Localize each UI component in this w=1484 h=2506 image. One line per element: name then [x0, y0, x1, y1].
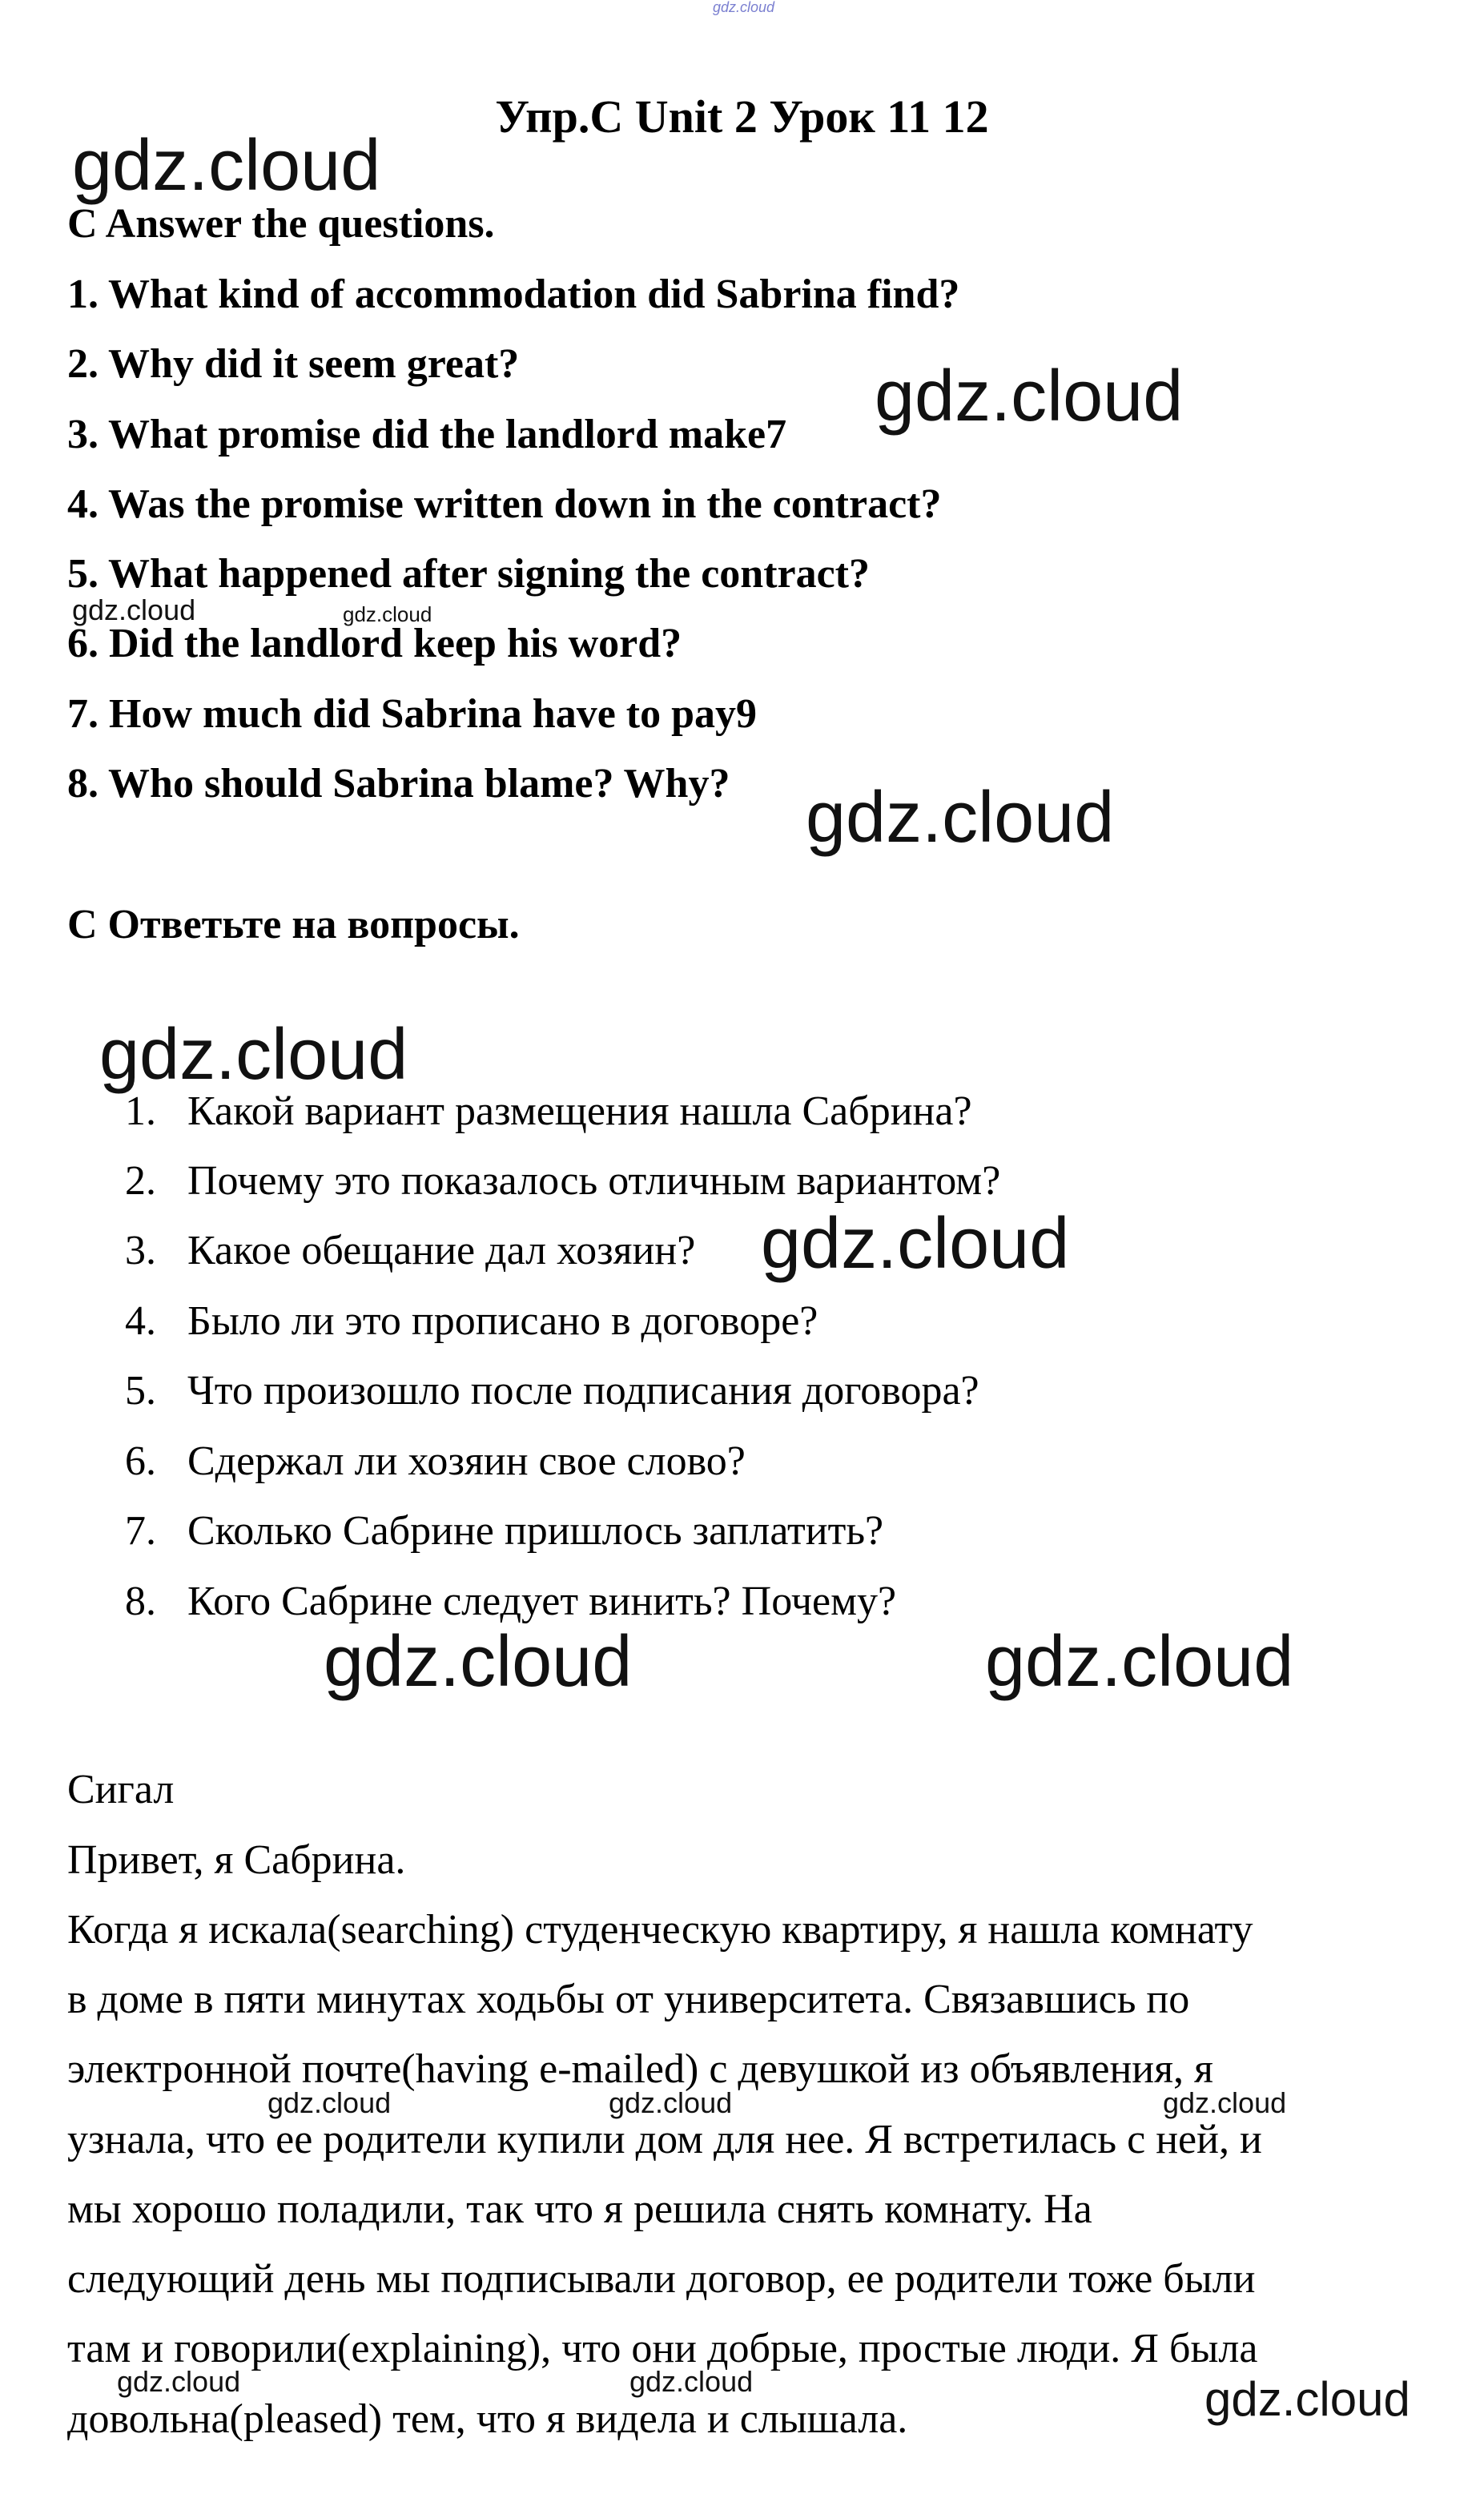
translation-line: в доме в пяти минутах ходьбы от университета. Связавшись по	[67, 1977, 1190, 2022]
translation-line: следующий день мы подписывали договор, ее родители тоже были	[67, 2256, 1256, 2302]
question-text: Кого Сабрине следует винить? Почему?	[187, 1579, 897, 1624]
russian-question	[125, 1367, 979, 1414]
question-number: 6.	[125, 1438, 156, 1484]
english-question-6: 6. Did the landlord keep his word?	[67, 621, 682, 666]
translation-line: Сигал	[67, 1767, 175, 1812]
english-question-3: 3. What promise did the landlord make7	[67, 412, 787, 457]
watermark: gdz.cloud	[875, 356, 1184, 436]
english-heading: C Answer the questions.	[67, 201, 495, 247]
question-number: 7.	[125, 1508, 156, 1554]
russian-question	[125, 1227, 695, 1274]
english-question-4: 4. Was the promise written down in the contract?	[67, 481, 942, 527]
question-number: 4.	[125, 1298, 156, 1344]
question-text: Почему это показалось отличным вариантом?	[187, 1158, 1001, 1204]
translation-line: узнала, что ее родители купили дом для нее. Я встретилась с ней, и	[67, 2117, 1262, 2162]
watermark: gdz.cloud	[761, 1204, 1070, 1284]
watermark: gdz.cloud	[985, 1622, 1294, 1702]
russian-question	[125, 1157, 1000, 1205]
question-text: Какое обещание дал хозяин?	[187, 1228, 696, 1273]
watermark: gdz.cloud	[1204, 2372, 1410, 2426]
watermark: gdz.cloud	[629, 2365, 754, 2398]
english-question-1: 1. What kind of accommodation did Sabrina find?	[67, 272, 960, 317]
russian-question	[125, 1507, 883, 1555]
watermark: gdz.cloud	[267, 2086, 392, 2119]
russian-question	[125, 1438, 746, 1485]
question-number: 5.	[125, 1368, 156, 1414]
english-question-8: 8. Who should Sabrina blame? Why?	[67, 761, 730, 807]
question-number: 3.	[125, 1228, 156, 1273]
question-number: 8.	[125, 1579, 156, 1624]
watermark: gdz.cloud	[343, 602, 432, 626]
watermark: gdz.cloud	[117, 2365, 241, 2398]
question-text: Что произошло после подписания договора?	[187, 1368, 979, 1414]
question-text: Сдержал ли хозяин свое слово?	[187, 1438, 746, 1484]
russian-question	[125, 1297, 818, 1345]
question-text: Сколько Сабрине пришлось заплатить?	[187, 1508, 884, 1554]
watermark: gdz.cloud	[324, 1622, 633, 1702]
watermark-top: gdz.cloud	[713, 0, 775, 15]
question-number: 2.	[125, 1158, 156, 1204]
watermark: gdz.cloud	[72, 126, 381, 206]
question-number: 1.	[125, 1088, 156, 1134]
russian-question	[125, 1578, 896, 1625]
translation-line: там и говорили(explaining), что они добрые, простые люди. Я была	[67, 2326, 1258, 2371]
translation-line: мы хорошо поладили, так что я решила снять комнату. На	[67, 2186, 1092, 2232]
russian-heading: C Ответьте на вопросы.	[67, 902, 520, 947]
watermark: gdz.cloud	[72, 593, 196, 626]
translation-line: довольна(pleased) тем, что я видела и слышала.	[67, 2396, 908, 2442]
english-question-5: 5. What happened after signing the contract?	[67, 551, 870, 597]
english-question-7: 7. How much did Sabrina have to pay9	[67, 691, 758, 737]
page-title: Упр.C Unit 2 Урок 11 12	[495, 91, 989, 143]
translation-line: электронной почте(having e-mailed) с девушкой из объявления, я	[67, 2046, 1213, 2092]
question-text: Какой вариант размещения нашла Сабрина?	[187, 1088, 972, 1134]
translation-line: Когда я искала(searching) студенческую квартиру, я нашла комнату	[67, 1907, 1253, 1953]
translation-line: Привет, я Сабрина.	[67, 1837, 406, 1883]
watermark: gdz.cloud	[1163, 2086, 1287, 2119]
watermark: gdz.cloud	[806, 778, 1115, 858]
english-question-2: 2. Why did it seem great?	[67, 341, 520, 387]
watermark: gdz.cloud	[99, 1015, 408, 1095]
watermark: gdz.cloud	[609, 2086, 733, 2119]
question-text: Было ли это прописано в договоре?	[187, 1298, 818, 1344]
